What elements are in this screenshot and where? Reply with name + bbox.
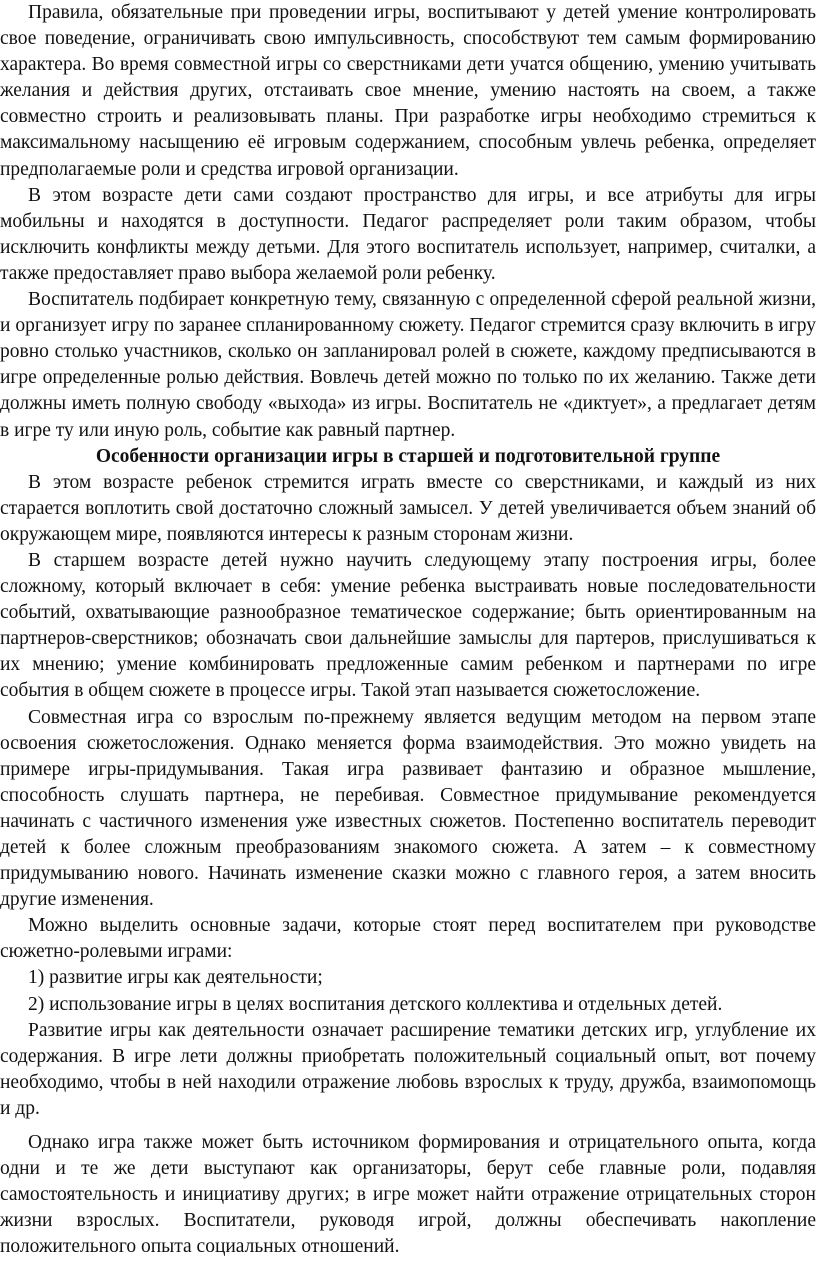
list-item: 2) использование игры в целях воспитания детского коллектива и отдельных детей. (28, 993, 723, 1015)
paragraph: Правила, обязательные при проведении игры, воспитывают у детей умение контролировать свое поведение, ограничивать свою импульсивность, способствуют тем самым формированию характера. Во время совместной игры со сверстниками дети учатся общению, умению учитывать желания и действия других, отстаивать свое мнение, умению настоять на своем, а также совместно строить и реализовывать планы. При разработке игры необходимо стремиться к максимальному насыщению её игровым содержанием, способным увлечь ребенка, определяет предполагаемые роли и средства игровой организации. (0, 2, 816, 180)
paragraph: В этом возрасте дети сами создают пространство для игры, и все атрибуты для игры мобильны и находятся в доступности. Педагог распределяет роли таким образом, чтобы исключить конфликты между детьми. Для этого воспитатель использует, например, считалки, а также предоставляет право выбора желаемой роли ребенку. (0, 184, 816, 284)
paragraph: В старшем возрасте детей нужно научить следующему этапу построения игры, более сложному, который включает в себя: умение ребенка выстраивать новые последовательности событий, охватывающие разнообразное тематическое содержание; быть ориентированным на партнеров-сверстников; обозначать свои дальнейшие замыслы для партеров, прислушиваться к их мнению; умение комбинировать предложенные самим ребенком и партнерами по игре события в общем сюжете в процессе игры. Такой этап называется сюжетосложение. (0, 549, 816, 702)
section-heading: Особенности организации игры в старшей и подготовительной группе (95, 445, 721, 467)
paragraph-gap (0, 1122, 816, 1130)
paragraph: Совместная игра со взрослым по-прежнему является ведущим методом на первом этапе освоения сюжетосложения. Однако меняется форма взаимодействия. Это можно увидеть на примере игры-придумывания. Такая игра развивает фантазию и образное мышление, способность слушать партнера, не перебивая. Совместное придумывание рекомендуется начинать с частичного изменения уже известных сюжетов. Постепенно воспитатель переводит детей к более сложным преобразованиям знакомого сюжета. А затем – к совместному придумыванию нового. Начинать изменение сказки можно с главного героя, а затем вносить другие изменения. (0, 706, 816, 911)
paragraph: Развитие игры как деятельности означает расширение тематики детских игр, углубление их содержания. В игре лети должны приобретать положительный социальный опыт, вот почему необходимо, чтобы в ней находили отражение любовь взрослых к труду, дружба, взаимопомощь и др. (0, 1019, 816, 1119)
paragraph: В этом возрасте ребенок стремится играть вместе со сверстниками, и каждый из них старается воплотить свой достаточно сложный замысел. У детей увеличивается объем знаний об окружающем мире, появляются интересы к разным сторонам жизни. (0, 471, 816, 545)
paragraph: Можно выделить основные задачи, которые стоят перед воспитателем при руководстве сюжетно-ролевыми играми: (0, 915, 816, 963)
paragraph: Воспитатель подбирает конкретную тему, связанную с определенной сферой реальной жизни, и организует игру по заранее спланированному сюжету. Педагог стремится сразу включить в игру ровно столько участников, сколько он запланировал ролей в сюжете, каждому предписываются в игре определенные ролью действия. Вовлечь детей можно по только по их желанию. Также дети должны иметь полную свободу «выхода» из игры. Воспитатель не «диктует», а предлагает детям в игре ту или иную роль, событие как равный партнер. (0, 289, 816, 441)
list-item: 1) развитие игры как деятельности; (28, 967, 323, 989)
paragraph: Однако игра также может быть источником формирования и отрицательного опыта, когда одни и те же дети выступают как организаторы, берут себе главные роли, подавляя самостоятельность и инициативу других; в игре может найти отражение отрицательных сторон жизни взрослых. Воспитатели, руководя игрой, должны обеспечивать накопление положительного опыта социальных отношений. (0, 1132, 816, 1258)
